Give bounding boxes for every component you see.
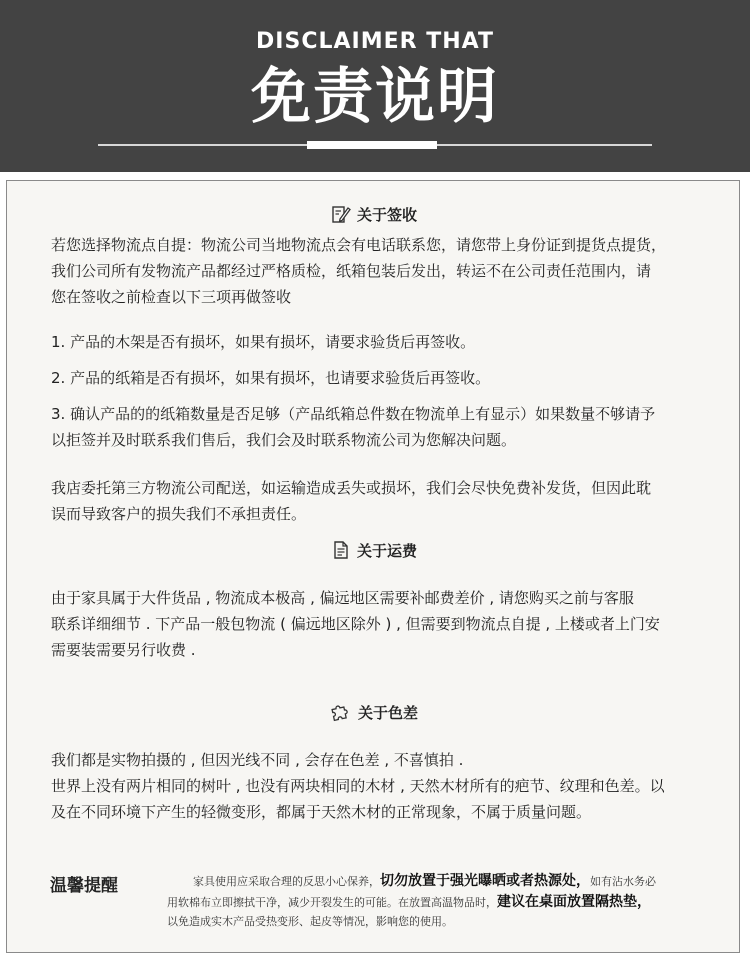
text-line: 需要装需要另行收费 . [51,641,196,659]
text-line: 您在签收之前检查以下三项再做签收 [51,288,292,306]
signing-icon [331,204,351,224]
document-icon [331,540,351,560]
text-line: 以拒签并及时联系我们售后，我们会及时联系物流公司为您解决问题。 [51,431,517,449]
text-line: 若您选择物流点自提：物流公司当地物流点会有电话联系您，请您带上身份证到提货点提货， [51,236,667,254]
signing-item-3 [51,401,711,453]
color-text [51,747,711,825]
text-line: 2. 产品的纸箱是否有损坏，如果有损坏，也请要求验货后再签收。 [51,369,491,387]
reminder-text: 如有沾水务必 [590,875,656,888]
signing-note [51,475,711,527]
text-line: 世界上没有两片相同的树叶 , 也没有两块相同的木材 , 天然木材所有的疤节、纹理和色差。以 [51,777,665,795]
shipping-text [51,585,711,663]
section-title-shipping [7,538,741,562]
reminder-emphasis: 建议在桌面放置隔热垫， [497,894,651,910]
section-title-signing-label: 关于签收 [356,205,417,224]
reminder-line-3 [167,912,727,932]
header-accent-bar [307,141,437,149]
reminder-line-2 [167,892,727,913]
signing-item-2 [51,365,711,391]
reminder-line-1 [193,871,750,892]
reminder-text: 用软棉布立即擦拭干净，减少开裂发生的可能。在放置高温物品时， [167,896,497,909]
puzzle-icon [330,702,352,722]
text-line: 由于家具属于大件货品 , 物流成本极高 , 偏远地区需要补邮费差价 , 请您购买之前与客服 [51,589,634,607]
reminder-emphasis: 切勿放置于强光曝晒或者热源处， [380,873,590,889]
header-banner [0,0,750,172]
header-english-title: DISCLAIMER THAT [256,29,494,54]
text-line: 3. 确认产品的的纸箱数量是否足够（产品纸箱总件数在物流单上有显示）如果数量不够请予 [51,405,656,423]
reminder-label: 温馨提醒 [50,876,118,896]
disclaimer-panel [6,180,740,953]
text-line: 我们公司所有发物流产品都经过严格质检，纸箱包装后发出，转运不在公司责任范围内，请 [51,262,652,280]
section-title-color-label: 关于色差 [357,703,418,722]
text-line: 误而导致客户的损失我们不承担责任。 [51,505,307,523]
section-title-signing [7,202,741,226]
text-line: 我们都是实物拍摄的 , 但因光线不同 , 会存在色差 , 不喜慎拍 . [51,751,464,769]
signing-intro [51,232,711,310]
text-line: 我店委托第三方物流公司配送，如运输造成丢失或损坏，我们会尽快免费补发货，但因此耽 [51,479,652,497]
text-line: 及在不同环境下产生的轻微变形，都属于天然木材的正常现象，不属于质量问题。 [51,803,592,821]
section-title-color [7,700,741,724]
text-line: 1. 产品的木架是否有损坏，如果有损坏，请要求验货后再签收。 [51,333,476,351]
reminder-text: 以免造成实木产品受热变形、起皮等情况，影响您的使用。 [167,915,453,928]
text-line: 联系详细细节 . 下产品一般包物流 ( 偏远地区除外 ) , 但需要到物流点自提 , 上楼或者上门安 [51,615,660,633]
reminder-text: 家具使用应采取合理的反思小心保养， [193,875,380,888]
signing-item-1 [51,329,711,355]
header-chinese-title: 免责说明 [251,62,499,132]
section-title-shipping-label: 关于运费 [356,541,417,560]
